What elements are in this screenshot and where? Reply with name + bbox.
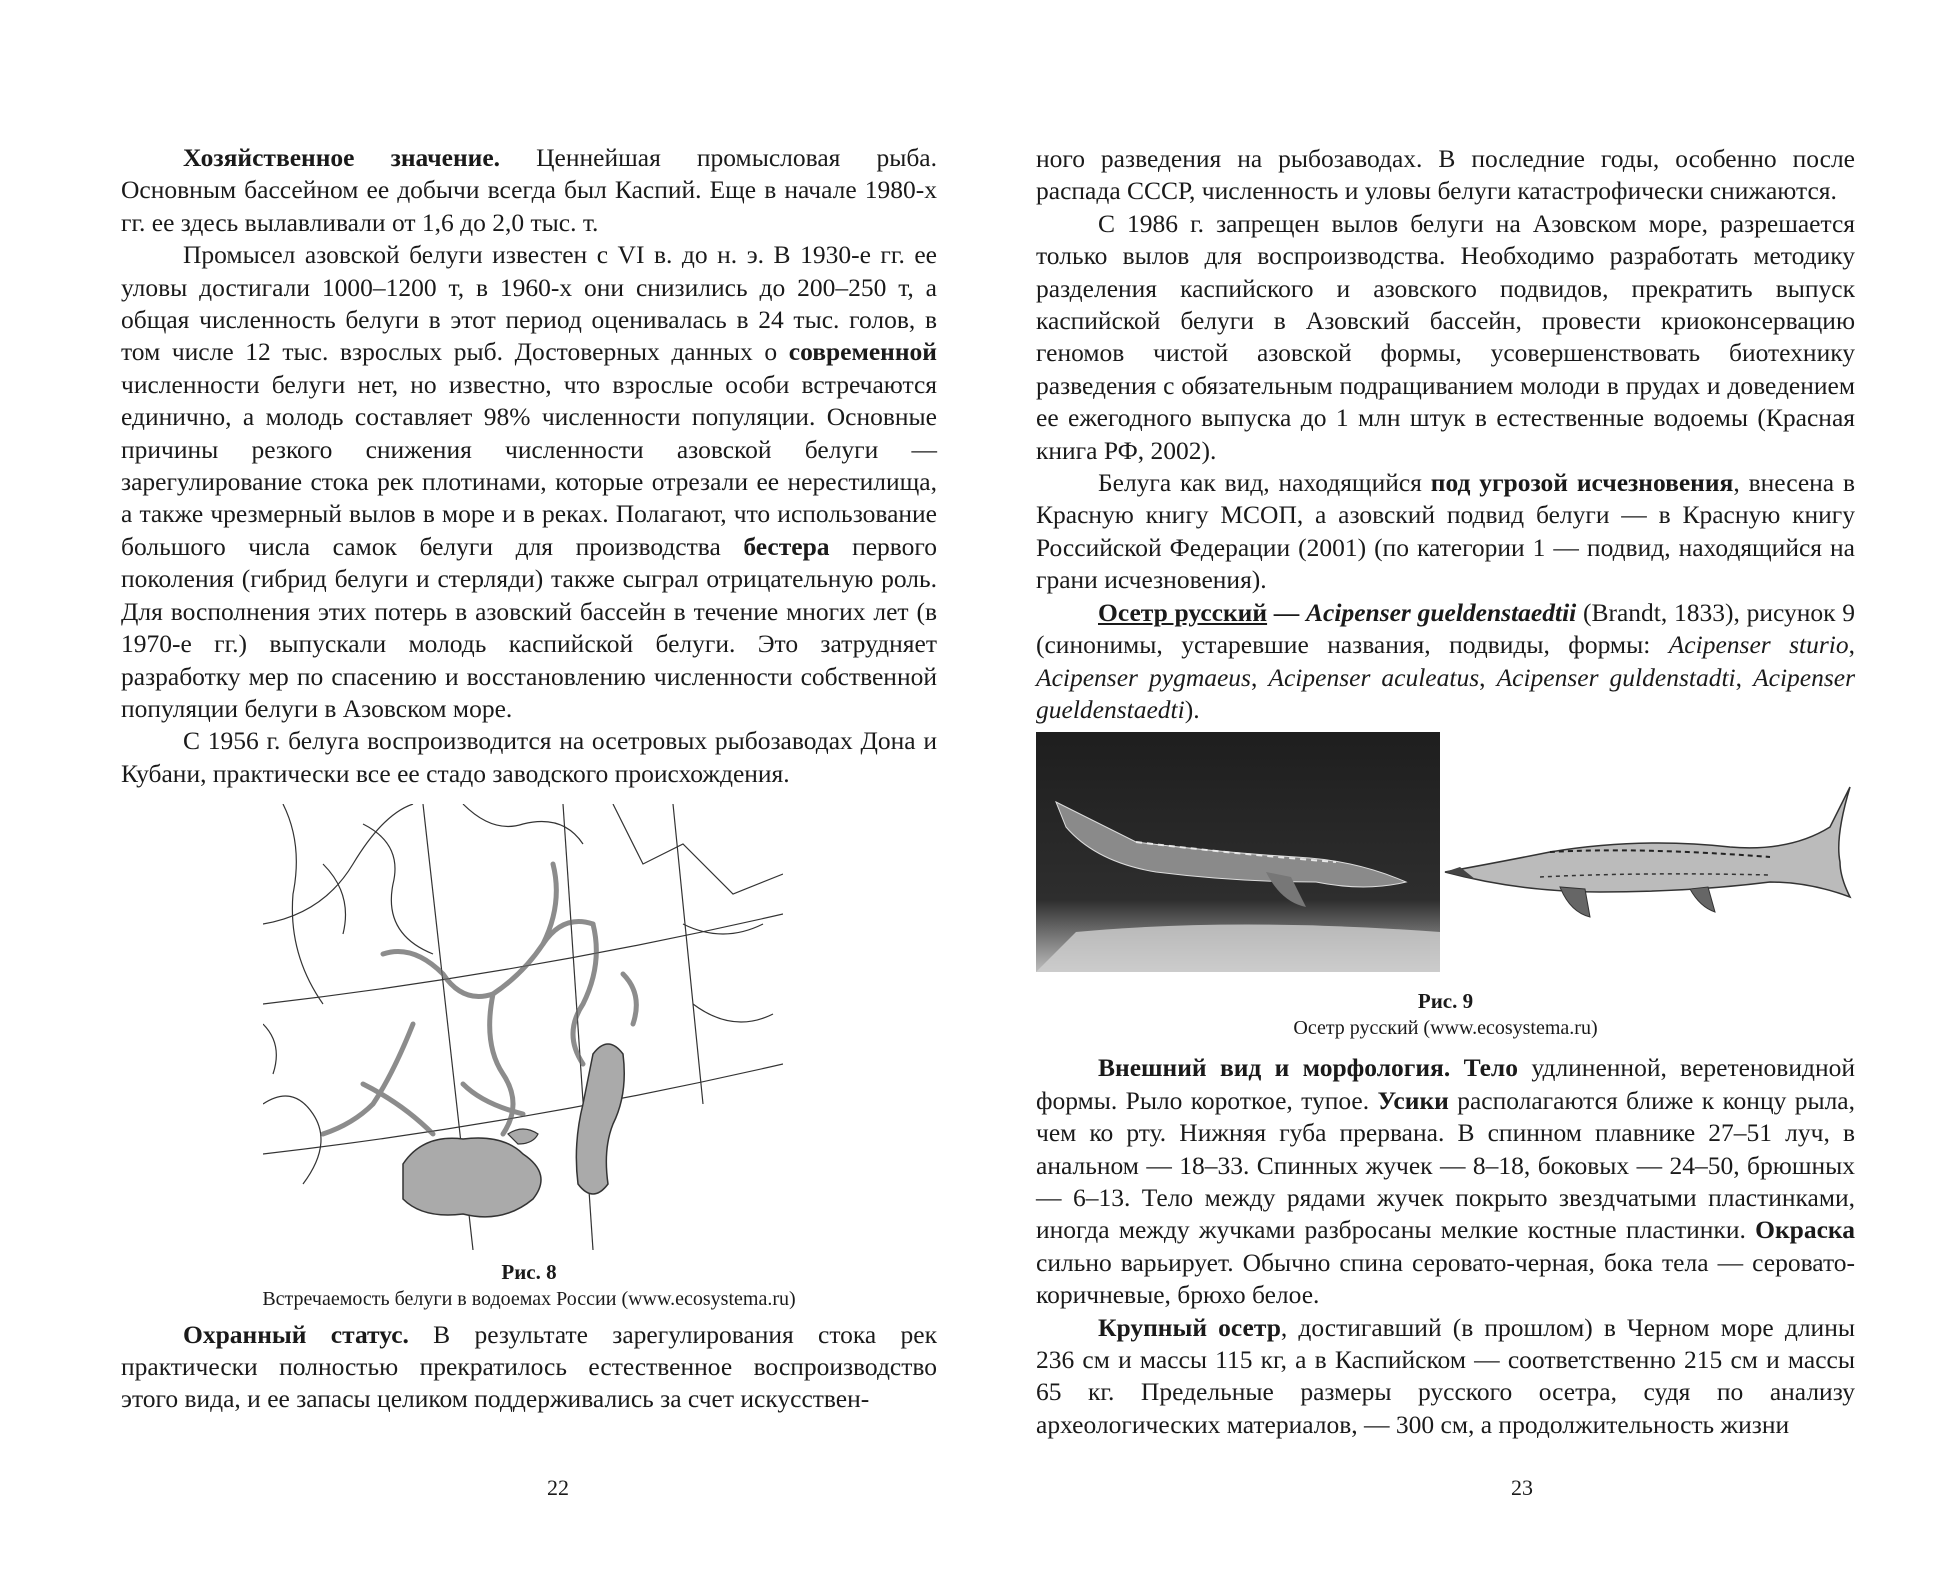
beluga-range-map: [263, 804, 783, 1250]
figure-9-text: Осетр русский (www.ecosystema.ru): [1293, 1017, 1598, 1040]
paragraph-protection-status: Охранный статус. В результате зарегулирования стока рек практически полностью прекратилось естественное воспроизводство этого вида, и ее запасы целиком поддерживались за счет искусствен-: [121, 1319, 937, 1414]
heading-protection-status: Охранный статус.: [183, 1319, 409, 1349]
paragraph-red-book: Белуга как вид, находящийся под угрозой исчезновения, внесена в Красную книгу МСОП, а азовский подвид белуги — в Красную книгу Российской Федерации (2001) (по категории 1 — подвид, находящийся на грани исчезновения).: [1036, 468, 1855, 595]
sturgeon-photo: [1036, 732, 1440, 972]
figure-9-caption: [1036, 988, 1855, 1042]
left-text-column: [121, 142, 937, 1416]
species-latin-name: Acipenser gueldenstaedtii: [1306, 597, 1577, 627]
figure-9-label: Рис. 9: [1417, 989, 1474, 1014]
paragraph-russian-sturgeon: Осетр русский — Acipenser gueldenstaedtii (Brandt, 1833), рисунок 9 (синонимы, устаревшие названия, подвиды, формы: Acipenser sturio, Acipenser pygmaeus, Acipenser aculeatus, Acipenser guldenstadti, Acipenser gueldenstaedti).: [1036, 597, 1856, 724]
page-number-right: 23: [1511, 1475, 1533, 1500]
paragraph-morphology: Внешний вид и морфология. Тело удлиненной, веретеновидной формы. Рыло короткое, тупое. Усики располагаются ближе к концу рыла, чем ко рту. Нижняя губа прервана. В спинном плавнике 27–51 луч, в анальном — 18–33. Спинных жучек — 8–18, боковых — 24–50, брюшных — 6–13. Тело между рядами жучек покрыто звездчатыми пластинками, иногда между жучками разбросаны мелкие костные пластинки. Окраска сильно варьирует. Обычно спина серовато-черная, бока тела — серовато-коричневые, брюхо белое.: [1036, 1053, 1856, 1310]
figure-8-caption: [121, 1259, 937, 1313]
heading-economic-value: Хозяйственное значение.: [183, 143, 501, 172]
right-text-column: [1036, 143, 1855, 1441]
species-name: Осетр русский: [1098, 597, 1268, 627]
paragraph-continuation: ного разведения на рыбозаводах. В последние годы, особенно после распада СССР, численность и уловы белуги катастрофически снижаются.: [1036, 144, 1855, 206]
figure-9-images: [1036, 732, 1855, 972]
paragraph-ban-1986: С 1986 г. запрещен вылов белуги на Азовском море, разрешается только вылов для воспроизводства. Необходимо разработать методику разделения каспийского и азовского подвидов, прекратить выпуск каспийской белуги в Азовский бассейн, провести криоконсервацию геномов чистой азовской формы, усовершенствовать биотехнику разведения с обязательным подращиванием молоди в прудах и доведением ее ежегодного выпуска до 1 млн штук в естественные водоемы (Красная книга РФ, 2002).: [1036, 208, 1855, 465]
page-number-left: 22: [547, 1475, 569, 1500]
right-page: [978, 0, 1957, 1583]
paragraph-large-sturgeon: Крупный осетр, достигавший (в прошлом) в Черном море длины 236 см и массы 115 кг, а в Каспийском — соответственно 215 см и массы 65 кг. Предельные размеры русского осетра, судя по анализу археологических материалов, — 300 см, а продолжительность жизни: [1036, 1312, 1855, 1439]
figure-8-label: Рис. 8: [501, 1259, 557, 1284]
paragraph-azov-fishery: Промысел азовской белуги известен с VI в. до н. э. В 1930-е гг. ее уловы достигали 1000–1200 т, в 1960-х они снизились до 200–250 т, а общая численность белуги в этот период оценивалась в 24 тыс. голов, в том числе 12 тыс. взрослых рыб. Достоверных данных о современной численности белуги нет, но известно, что взрослые особи встречаются единично, а молодь составляет 98% численности популяции. Основные причины резкого снижения численности азовской белуги — зарегулирование стока рек плотинами, которые отрезали ее нерестилища, а также чрезмерный вылов в море и в реках. Полагают, что использование большого числа самок белуги для производства бестера первого поколения (гибрид белуги и стерляди) также сыграл отрицательную роль. Для восполнения этих потерь в азовский бассейн в течение многих лет (в 1970-е гг.) выпускали молодь каспийской белуги. Это затрудняет разработку мер по спасению и восстановлению численности собственной популяции белуги в Азовском море.: [121, 240, 937, 723]
figure-8-text: Встречаемость белуги в водоемах России (www.ecosystema.ru): [262, 1287, 796, 1310]
left-page: [0, 0, 978, 1583]
paragraph-economic-value: Хозяйственное значение. Ценнейшая промысловая рыба. Основным бассейном ее добычи всегда был Каспий. Еще в начале 1980-х гг. ее здесь вылавливали от 1,6 до 2,0 тыс. т.: [121, 143, 938, 237]
sturgeon-drawing: [1440, 767, 1855, 937]
figure-9: [1036, 732, 1855, 1042]
figure-8: [121, 796, 937, 1312]
paragraph-reproduction: С 1956 г. белуга воспроизводится на осетровых рыбозаводах Дона и Кубани, практически все ее стадо заводского происхождения.: [121, 726, 937, 788]
